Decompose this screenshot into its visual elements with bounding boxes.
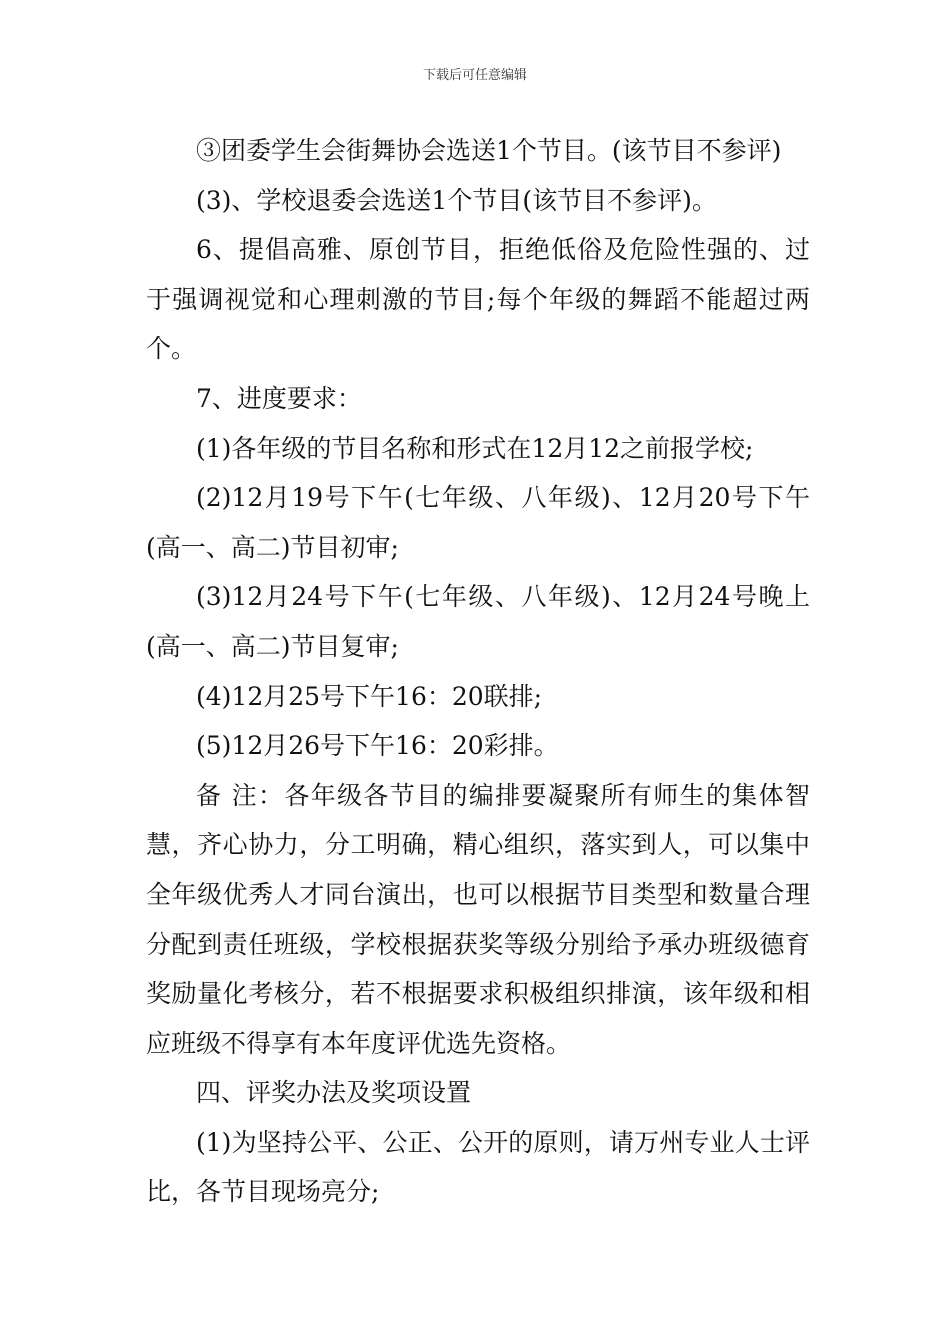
section-heading-awards: 四、评奖办法及奖项设置: [196, 1078, 472, 1108]
paragraph-schedule-2: (2)12月19号下午(七年级、八年级)、12月20号下午(高一、高二)节目初审;: [146, 483, 810, 562]
paragraph-schedule-4: (4)12月25号下午16：20联排;: [196, 681, 543, 711]
paragraph-item-6: 6、提倡高雅、原创节目，拒绝低俗及危险性强的、过于强调视觉和心理刺激的节目;每个年级的舞蹈不能超过两个。: [146, 235, 810, 364]
paragraph-remarks: 备 注：各年级各节目的编排要凝聚所有师生的集体智慧，齐心协力，分工明确，精心组织，落实到人，可以集中全年级优秀人才同台演出，也可以根据节目类型和数量合理分配到责任班级，学校根据获奖等级分别给予承办班级德育奖励量化考核分，若不根据要求积极组织排演，该年级和相应班级不得享有本年度评优选先资格。: [146, 780, 810, 1058]
paragraph-schedule-3: (3)12月24号下午(七年级、八年级)、12月24号晚上(高一、高二)节目复审;: [146, 582, 810, 661]
paragraph-retired-committee: (3)、学校退委会选送1个节目(该节目不参评)。: [196, 185, 717, 215]
document-body: [146, 126, 810, 1217]
paragraph-item-7-heading: 7、进度要求：: [196, 383, 362, 413]
page-header: 下载后可任意编辑: [422, 68, 527, 83]
paragraph-street-dance: ③团委学生会街舞协会选送1个节目。(该节目不参评): [196, 136, 782, 165]
paragraph-awards-1: (1)为坚持公平、公正、公开的原则，请万州专业人士评比，各节目现场亮分;: [146, 1127, 810, 1207]
paragraph-schedule-1: (1)各年级的节目名称和形式在12月12之前报学校;: [196, 433, 754, 463]
paragraph-schedule-5: (5)12月26号下午16：20彩排。: [196, 731, 559, 761]
